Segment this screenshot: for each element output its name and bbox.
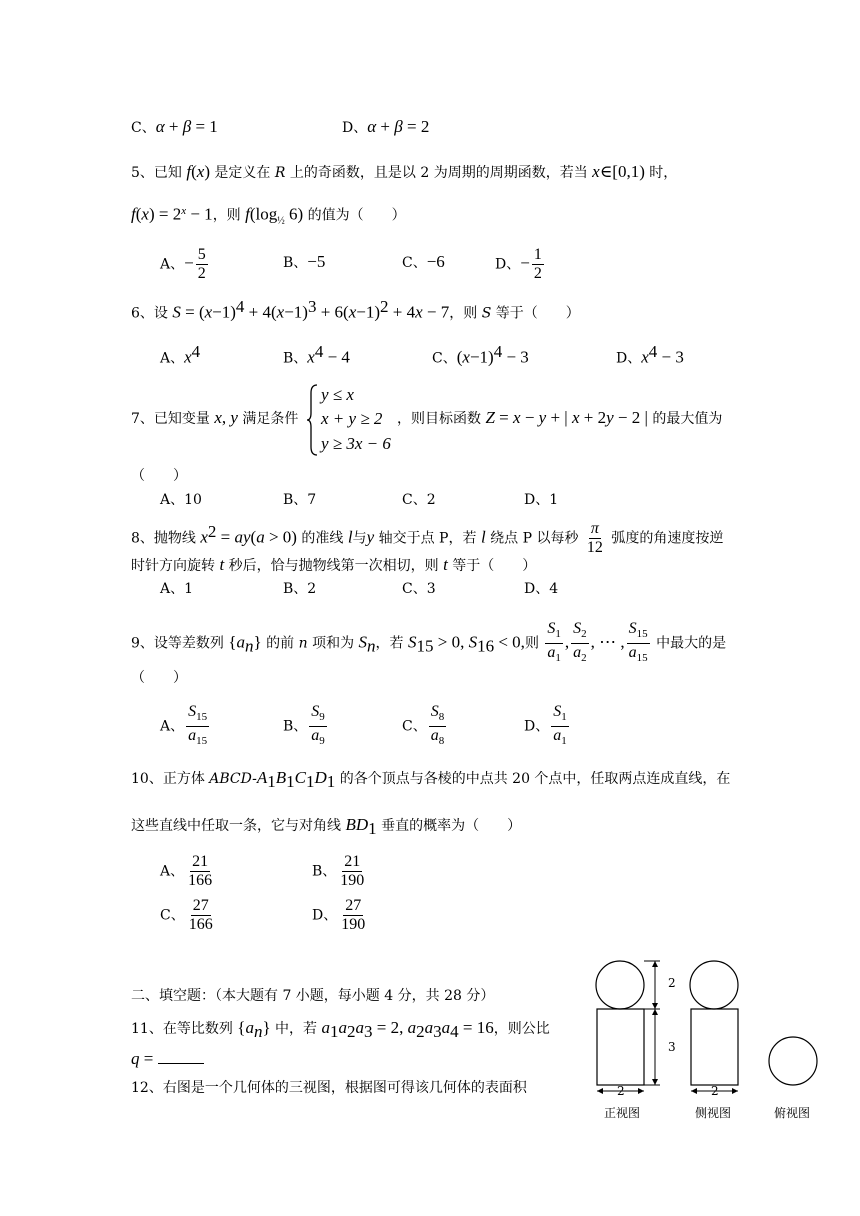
dim-rect-label: 3 xyxy=(668,1040,676,1054)
side-view-sphere xyxy=(690,961,738,1009)
q5-option-a: A、− $\frac{5}{2}$ xyxy=(160,246,206,282)
q5-option-b: B、−5 xyxy=(283,252,326,271)
q10-option-a: A、 $\frac{21}{166}$ xyxy=(160,853,213,889)
q8-option-a: A、1 xyxy=(160,581,194,597)
side-view-label: 侧视图 xyxy=(695,1106,732,1120)
q6-option-c: C、$(x-1)^4 - 3$ xyxy=(432,342,529,367)
dim-width-side-label: 2 xyxy=(711,1084,719,1098)
q7-option-d: D、1 xyxy=(524,492,559,508)
q8-stem-line2: 时针方向旋转 t 秒后，恰与抛物线第一次相切，则 t 等于（ ） xyxy=(131,555,537,574)
q11-stem-line1: 11、在等比数列 $\{a_n\}$ 中，若 $a_1a_2a_3 = 2$, $a_2a_3a_4 = 16$，则公比 xyxy=(131,1018,550,1041)
q10-stem-line1: 10、正方体 ABCD-$A_1B_1C_1D_1$ 的各个顶点与各棱的中点共 20 个点中，任取两点连成直线，在 xyxy=(131,768,731,791)
q9-paren: （ ） xyxy=(131,670,187,686)
q7-option-a: A、10 xyxy=(160,492,202,508)
q7-condition-3: y ≥ 3x − 6 xyxy=(321,434,391,453)
q7-condition-1: y ≤ x xyxy=(321,385,354,404)
q6-option-d: D、$x^4 - 3$ xyxy=(616,342,684,367)
front-view-sphere xyxy=(596,961,644,1009)
q8-option-c: C、3 xyxy=(402,581,436,597)
q7-brace xyxy=(305,383,319,457)
top-view-circle xyxy=(769,1037,817,1085)
q8-option-b: B、2 xyxy=(283,581,317,597)
q11-stem-line2: q = xyxy=(131,1049,204,1070)
dim-circle-label: 2 xyxy=(668,976,676,990)
dim-width-front-label: 2 xyxy=(617,1084,625,1098)
side-view-cylinder xyxy=(691,1009,738,1085)
q9-stem: 9、设等差数列 $\{a_n\}$ 的前 n 项和为 $S_n$，若 $S_{15} > 0$, $S_{16} < 0$,则 $\frac{S_1}{a_1}$ , $\frac{S_2}{a_2}$ , ⋯ , $\frac{S_{15}}{a_{15}}$ 中最大的是 xyxy=(131,620,727,665)
q7-paren: （ ） xyxy=(131,468,187,484)
section2-title: 二、填空题：（本大题有 7 小题，每小题 4 分，共 28 分） xyxy=(131,988,495,1004)
q7-option-b: B、7 xyxy=(283,492,317,508)
q10-stem-line2: 这些直线中任取一条，它与对角线 $BD_1$ 垂直的概率为（ ） xyxy=(131,815,522,838)
front-view-cylinder xyxy=(597,1009,644,1085)
q7-condition-2: x + y ≥ 2 xyxy=(321,409,383,428)
q9-option-d: D、 $\frac{S_1}{a_1}$ xyxy=(524,703,567,748)
q6-option-b: B、$x^4 - 4$ xyxy=(283,342,350,367)
front-view-label: 正视图 xyxy=(604,1106,641,1120)
three-view-figure xyxy=(590,955,830,1095)
q5-option-c: C、−6 xyxy=(402,252,445,271)
q4-option-d: D、α + β = 2 xyxy=(342,117,430,136)
q6-stem: 6、设 $S = (x-1)^4 + 4(x-1)^3 + 6(x-1)^2 + 4x - 7$，则 S 等于（ ） xyxy=(131,297,580,322)
q10-option-b: B、 $\frac{21}{190}$ xyxy=(312,853,365,889)
q5-stem-line1: 5、已知 f(x) 是定义在 R 上的奇函数，且是以 2 为周期的周期函数，若当 x∈[0,1) 时， xyxy=(131,162,678,181)
q9-option-b: B、 $\frac{S_9}{a_9}$ xyxy=(283,703,325,748)
q5-stem-line2: $f(x) = 2^x - 1$，则 $f(\log_{\frac{1}{2}}$ 6) 的值为（ ） xyxy=(131,204,406,227)
q9-option-a: A、 $\frac{S_{15}}{a_{15}}$ xyxy=(160,703,208,748)
q7-stem-prefix: 7、已知变量 x, y 满足条件 xyxy=(131,408,299,427)
top-view-label: 俯视图 xyxy=(774,1106,811,1120)
q8-stem-line1: 8、抛物线 $x^2 = ay(a > 0)$ 的准线 l与y 轴交于点 P，若 l 绕点 P 以每秒 $\frac{\pi}{12}$ 弧度的角速度按逆 xyxy=(131,520,724,556)
q12-stem: 12、右图是一个几何体的三视图，根据图可得该几何体的表面积 xyxy=(131,1080,527,1096)
q8-option-d: D、4 xyxy=(524,581,559,597)
q6-option-a: A、$x^4$ xyxy=(160,342,201,367)
q5-option-d: D、− $\frac{1}{2}$ xyxy=(495,246,542,282)
q7-stem-suffix: ，则目标函数 Z = x − y + | x + 2y − 2 | 的最大值为 xyxy=(397,408,723,427)
q4-option-c: C、α + β = 1 xyxy=(131,117,218,136)
q10-option-c: C、 $\frac{27}{166}$ xyxy=(160,897,213,933)
q7-option-c: C、2 xyxy=(402,492,436,508)
q10-option-d: D、 $\frac{27}{190}$ xyxy=(312,897,366,933)
q9-option-c: C、 $\frac{S_8}{a_8}$ xyxy=(402,703,445,748)
